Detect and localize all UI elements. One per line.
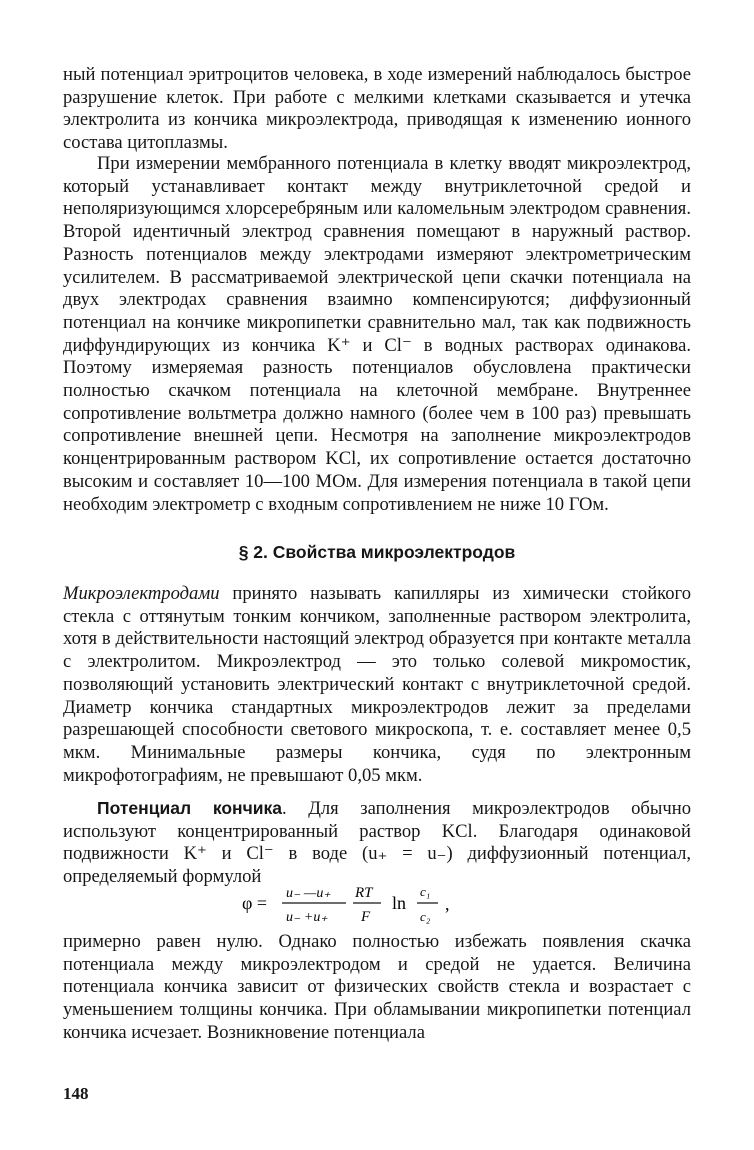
paragraph-2-text: При измерении мембранного потенциала в клетку вводят микроэлектрод, который устанавливает контакт между внутриклеточной средой и неполяризующимся хлорсеребряным или каломельным электродом сравнения. Второй идентичный электрод сравнения помещают в наружный раствор. Разность потенциалов между электродами измеряют электрометрическим усилителем. В рассматриваемой электрической цепи скачки потенциала на двух электродах сравнения взаимно компенсируются; диффузионный потенциал на кончике микропипетки сравнительно мал, так как подвижность диффундирующих из кончика K⁺ и Cl⁻ в водных растворах одинакова. Поэтому измеряемая разность потенциалов обусловлена практически полностью скачком потенциала на клеточной мембране. Внутреннее сопротивление вольтметра должно намного (более чем в 100 раз) превышать сопротивление внешней цепи. Несмотря на заполнение микроэлектродов концентрированным раствором KCl, их сопротивление остается достаточно высоким и составляет 10—100 МОм. Для измерения потенциала в такой цепи необходим электрометр с входным сопротивлением не ниже 10 ГОм. (63, 153, 691, 515)
section-heading: § 2. Свойства микроэлектродов (238, 542, 516, 562)
paragraph-4-body: . Для заполнения микроэлектродов обычно используют концентрированный раствор KCl. Благодаря одинаковой подвижности K⁺ и Cl⁻ в воде (u₊ = u₋) диффузионный потенциал, определяемый формулой (63, 798, 691, 888)
formula-frac1-denominator: u₋ +u₊ (286, 910, 328, 925)
formula-frac3-denominator: c₂ (420, 909, 431, 924)
formula-frac2-numerator: RT (355, 885, 373, 901)
formula-frac3-numerator: c₁ (420, 884, 431, 899)
paragraph-4-text (63, 797, 691, 889)
page-number: 148 (63, 1084, 89, 1103)
paragraph-tip-potential-continued (63, 931, 691, 1045)
paragraph-1-text: ный потенциал эритроцитов человека, в ходе измерений наблюдалось быстрое разрушение клеток. При работе с мелкими клетками сказывается и утечка электролита из кончика микроэлектрода, приводящая к изменению ионного состава цитоплазмы. (63, 64, 691, 154)
term-microelectrodes: Микроэлектродами (63, 583, 220, 604)
paragraph-3-text (63, 583, 691, 787)
formula-lhs: φ = (242, 893, 268, 913)
formula-comma: , (445, 894, 450, 914)
formula-frac2-denominator: F (361, 909, 371, 925)
paragraph-5-text: примерно равен нулю. Однако полностью избежать появления скачка потенциала между микроэлектродом и средой не удается. Величина потенциала кончика зависит от физических свойств стекла и возрастает с уменьшением толщины кончика. При обламывании микропипетки потенциал кончика исчезает. Возникновение потенциала (63, 931, 691, 1043)
term-tip-potential: Потенциал кончика (97, 798, 283, 818)
paragraph-microelectrodes (63, 583, 691, 787)
paragraph-continuation (63, 64, 691, 155)
formula-ln: ln (392, 893, 407, 913)
paragraph-tip-potential (63, 797, 691, 889)
paragraph-measurement (63, 153, 691, 516)
formula-frac1-numerator: u₋ —u₊ (286, 886, 331, 901)
diffusion-potential-formula (242, 880, 502, 930)
paragraph-3-body: принято называть капилляры из химически стойкого стекла с оттянутым тонким кончиком, заполненные раствором электролита, хотя в действительности настоящий электрод образуется при контакте металла с электролитом. Микроэлектрод — это только солевой микромостик, позволяющий установить электрический контакт с внутриклеточной средой. Диаметр кончика стандартных микроэлектродов лежит за пределами разрешающей способности светового микроскопа, т. е. составляет менее 0,5 мкм. Минимальные размеры кончика, судя по электронным микрофотографиям, не превышают 0,05 мкм. (63, 583, 691, 786)
